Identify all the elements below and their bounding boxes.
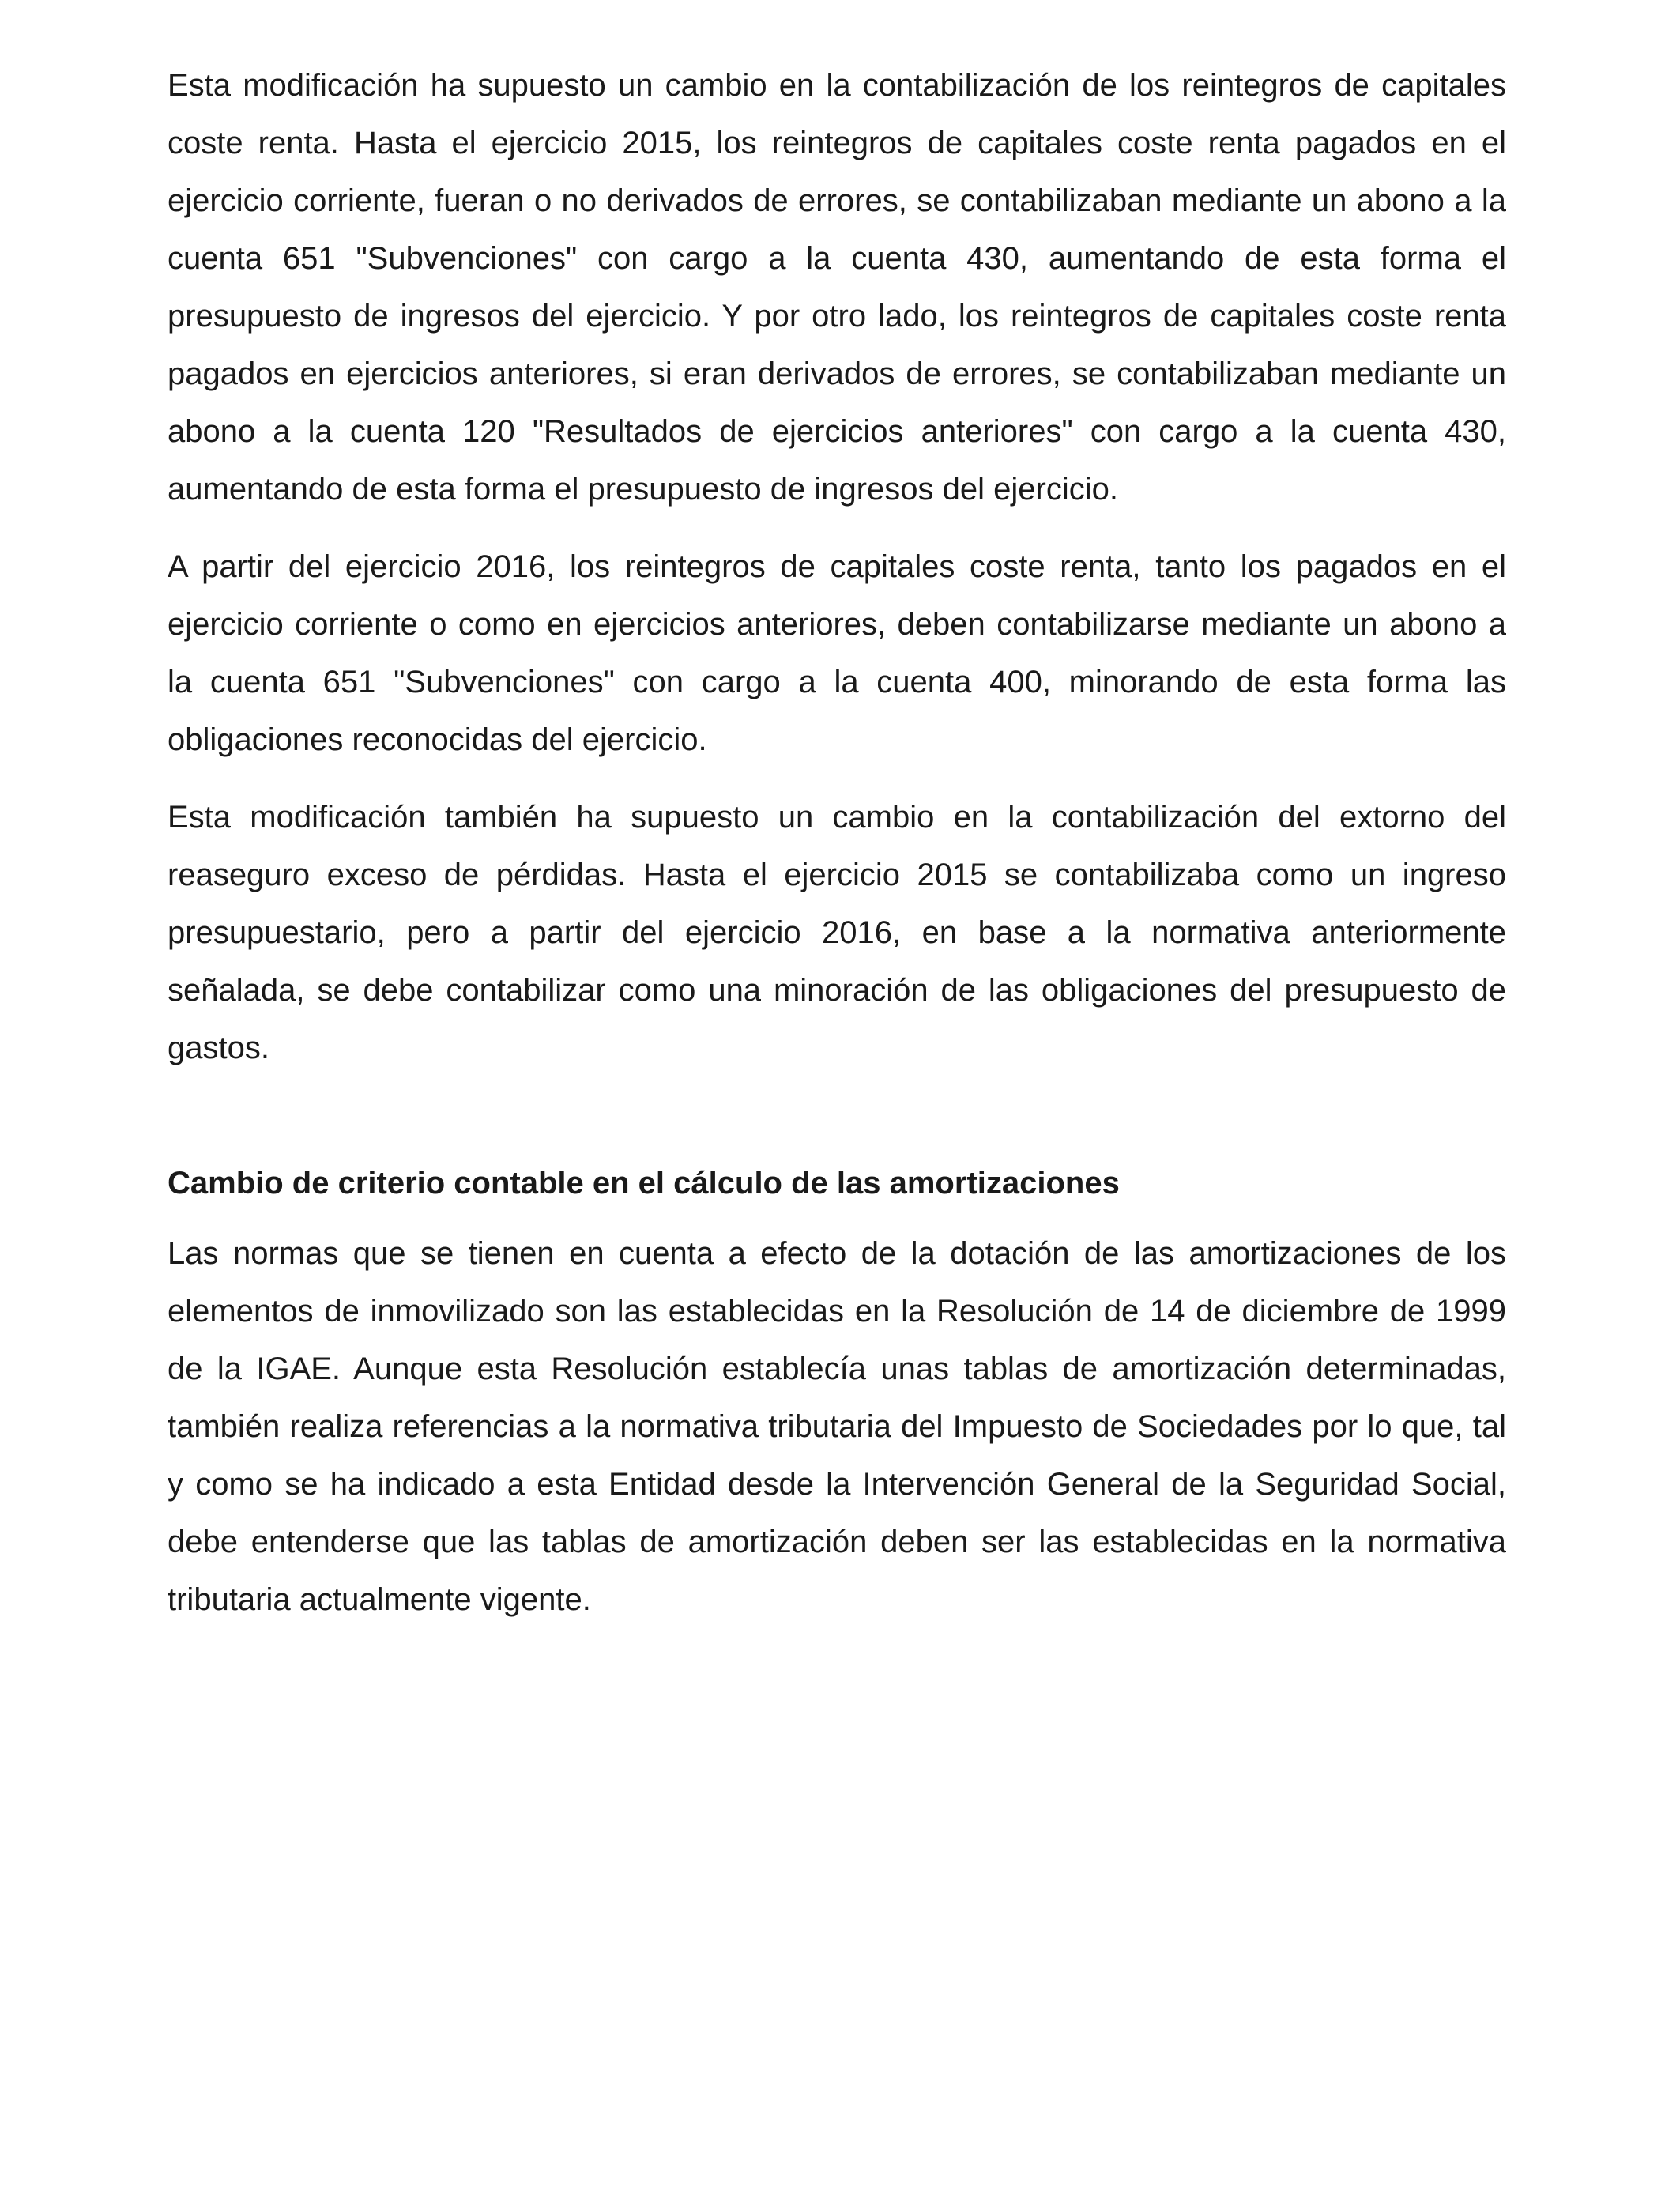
paragraph-amortizaciones: Las normas que se tienen en cuenta a efecto de la dotación de las amortizaciones de los elementos de inmovilizado son las establecidas en la Resolución de 14 de diciembre de 1999 de la IGAE. Aunque esta Resolución establecía unas tablas de amortización determinadas, también realiza referencias a la normativa tributaria del Impuesto de Sociedades por lo que, tal y como se ha indicado a esta Entidad desde la Intervención General de la Seguridad Social, debe entenderse que las tablas de amortización deben ser las establecidas en la normativa tributaria actualmente vigente. [168, 1236, 1506, 1617]
section-heading-amortizaciones: Cambio de criterio contable en el cálculo de las amortizaciones [168, 1166, 1120, 1201]
paragraph-reintegros-hasta-2015: Esta modificación ha supuesto un cambio en la contabilización de los reintegros de capitales coste renta. Hasta el ejercicio 2015, los reintegros de capitales coste renta pagados en el ejercicio corriente, fueran o no derivados de errores, se contabilizaban mediante un abono a la cuenta 651 "Subvenciones" con cargo a la cuenta 430, aumentando de esta forma el presupuesto de ingresos del ejercicio. Y por otro lado, los reintegros de capitales coste renta pagados en ejercicios anteriores, si eran derivados de errores, se contabilizaban mediante un abono a la cuenta 120 "Resultados de ejercicios anteriores" con cargo a la cuenta 430, aumentando de esta forma el presupuesto de ingresos del ejercicio. [168, 68, 1506, 507]
document-body [168, 57, 1506, 1649]
paragraph-reintegros-desde-2016: A partir del ejercicio 2016, los reintegros de capitales coste renta, tanto los pagados en el ejercicio corriente o como en ejercicios anteriores, deben contabilizarse mediante un abono a la cuenta 651 "Subvenciones" con cargo a la cuenta 400, minorando de esta forma las obligaciones reconocidas del ejercicio. [168, 549, 1506, 757]
paragraph-extorno-reaseguro: Esta modificación también ha supuesto un cambio en la contabilización del extorno del reaseguro exceso de pérdidas. Hasta el ejercicio 2015 se contabilizaba como un ingreso presupuestario, pero a partir del ejercicio 2016, en base a la normativa anteriormente señalada, se debe contabilizar como una minoración de las obligaciones del presupuesto de gastos. [168, 800, 1506, 1065]
